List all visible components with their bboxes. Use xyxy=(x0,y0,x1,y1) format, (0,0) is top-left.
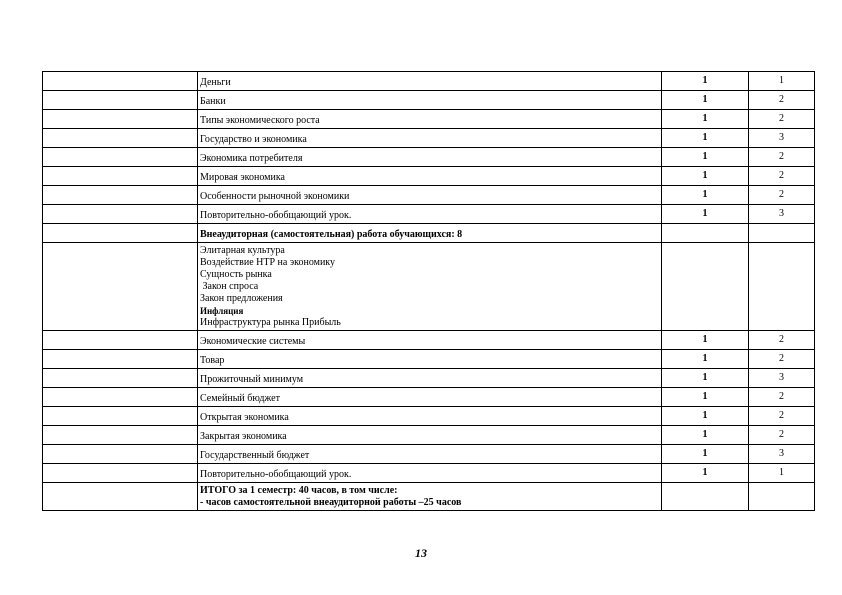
total-row xyxy=(43,483,815,511)
lesson-type: 1 xyxy=(749,72,815,91)
lesson-type: 2 xyxy=(749,110,815,129)
independent-topic: Инфраструктура рынка Прибыль xyxy=(200,317,341,328)
lesson-hours: 1 xyxy=(662,167,749,186)
lesson-hours: 1 xyxy=(662,369,749,388)
lessons-group-b xyxy=(43,331,815,483)
lesson-type: 1 xyxy=(749,464,815,483)
lesson-row xyxy=(43,72,815,91)
lesson-type: 2 xyxy=(749,331,815,350)
curriculum-table xyxy=(42,71,815,511)
section-cell xyxy=(43,148,198,167)
section-cell xyxy=(43,331,198,350)
independent-topic: Элитарная культура xyxy=(200,245,285,256)
lesson-hours: 1 xyxy=(662,426,749,445)
lesson-topic: Деньги xyxy=(198,72,662,91)
independent-topic: Закон предложения xyxy=(200,293,283,304)
lesson-hours: 1 xyxy=(662,464,749,483)
lesson-type: 2 xyxy=(749,186,815,205)
type-cell xyxy=(749,224,815,243)
type-cell xyxy=(749,243,815,331)
independent-work-header: Внеаудиторная (самостоятельная) работа обучающихся: 8 xyxy=(198,224,662,243)
independent-topics-list xyxy=(198,243,662,331)
lesson-type: 2 xyxy=(749,426,815,445)
lesson-topic: Экономические системы xyxy=(198,331,662,350)
lesson-row xyxy=(43,369,815,388)
lesson-topic: Банки xyxy=(198,91,662,110)
total-cell xyxy=(198,483,662,511)
lessons-group-a xyxy=(43,72,815,224)
independent-work-header-row xyxy=(43,224,815,243)
lesson-topic: Типы экономического роста xyxy=(198,110,662,129)
lesson-topic: Государство и экономика xyxy=(198,129,662,148)
lesson-hours: 1 xyxy=(662,72,749,91)
section-cell xyxy=(43,91,198,110)
section-cell xyxy=(43,72,198,91)
section-cell xyxy=(43,167,198,186)
lesson-topic: Прожиточный минимум xyxy=(198,369,662,388)
lesson-row xyxy=(43,186,815,205)
hours-cell xyxy=(662,243,749,331)
lesson-row xyxy=(43,426,815,445)
lesson-topic: Закрытая экономика xyxy=(198,426,662,445)
lesson-topic: Открытая экономика xyxy=(198,407,662,426)
section-cell xyxy=(43,129,198,148)
independent-work-section xyxy=(43,224,815,331)
lesson-row xyxy=(43,148,815,167)
section-cell xyxy=(43,445,198,464)
lesson-row xyxy=(43,205,815,224)
lesson-hours: 1 xyxy=(662,110,749,129)
lesson-topic: Государственный бюджет xyxy=(198,445,662,464)
lesson-hours: 1 xyxy=(662,350,749,369)
lesson-row xyxy=(43,388,815,407)
section-cell xyxy=(43,483,198,511)
lesson-type: 3 xyxy=(749,445,815,464)
lesson-type: 2 xyxy=(749,91,815,110)
lesson-type: 2 xyxy=(749,407,815,426)
section-cell xyxy=(43,464,198,483)
lesson-type: 3 xyxy=(749,129,815,148)
lesson-row xyxy=(43,464,815,483)
lesson-hours: 1 xyxy=(662,388,749,407)
lesson-topic: Экономика потребителя xyxy=(198,148,662,167)
lesson-type: 3 xyxy=(749,205,815,224)
section-cell xyxy=(43,369,198,388)
section-cell xyxy=(43,350,198,369)
lesson-hours: 1 xyxy=(662,205,749,224)
lesson-row xyxy=(43,407,815,426)
lesson-topic: Семейный бюджет xyxy=(198,388,662,407)
lesson-row xyxy=(43,110,815,129)
section-cell xyxy=(43,110,198,129)
total-section xyxy=(43,483,815,511)
independent-topic: Закон спроса xyxy=(200,281,259,292)
lesson-type: 2 xyxy=(749,167,815,186)
lesson-row xyxy=(43,129,815,148)
section-cell xyxy=(43,426,198,445)
lesson-hours: 1 xyxy=(662,331,749,350)
lesson-topic: Мировая экономика xyxy=(198,167,662,186)
lesson-type: 3 xyxy=(749,369,815,388)
lesson-row xyxy=(43,331,815,350)
page-number: 13 xyxy=(415,546,427,560)
lesson-row xyxy=(43,350,815,369)
type-cell xyxy=(749,483,815,511)
lesson-topic: Повторительно-обобщающий урок. xyxy=(198,205,662,224)
total-line-1: ИТОГО за 1 семестр: 40 часов, в том числе: xyxy=(200,485,398,496)
lesson-topic: Товар xyxy=(198,350,662,369)
hours-cell xyxy=(662,483,749,511)
lesson-type: 2 xyxy=(749,148,815,167)
section-cell xyxy=(43,224,198,243)
independent-topic: Инфляция xyxy=(200,306,244,316)
lesson-row xyxy=(43,91,815,110)
lesson-type: 2 xyxy=(749,350,815,369)
lesson-hours: 1 xyxy=(662,445,749,464)
hours-cell xyxy=(662,224,749,243)
lesson-hours: 1 xyxy=(662,91,749,110)
lesson-hours: 1 xyxy=(662,129,749,148)
section-cell xyxy=(43,407,198,426)
lesson-row xyxy=(43,445,815,464)
lesson-topic: Повторительно-обобщающий урок. xyxy=(198,464,662,483)
total-line-2: - часов самостоятельной внеаудиторной работы –25 часов xyxy=(200,497,462,508)
section-cell xyxy=(43,186,198,205)
lesson-topic: Особенности рыночной экономики xyxy=(198,186,662,205)
section-cell xyxy=(43,388,198,407)
independent-topic: Сущность рынка xyxy=(200,269,272,280)
lesson-hours: 1 xyxy=(662,407,749,426)
independent-topic: Воздействие НТР на экономику xyxy=(200,257,336,268)
lesson-hours: 1 xyxy=(662,186,749,205)
section-cell xyxy=(43,205,198,224)
section-cell xyxy=(43,243,198,331)
lesson-type: 2 xyxy=(749,388,815,407)
independent-topics-row xyxy=(43,243,815,331)
lesson-row xyxy=(43,167,815,186)
lesson-hours: 1 xyxy=(662,148,749,167)
